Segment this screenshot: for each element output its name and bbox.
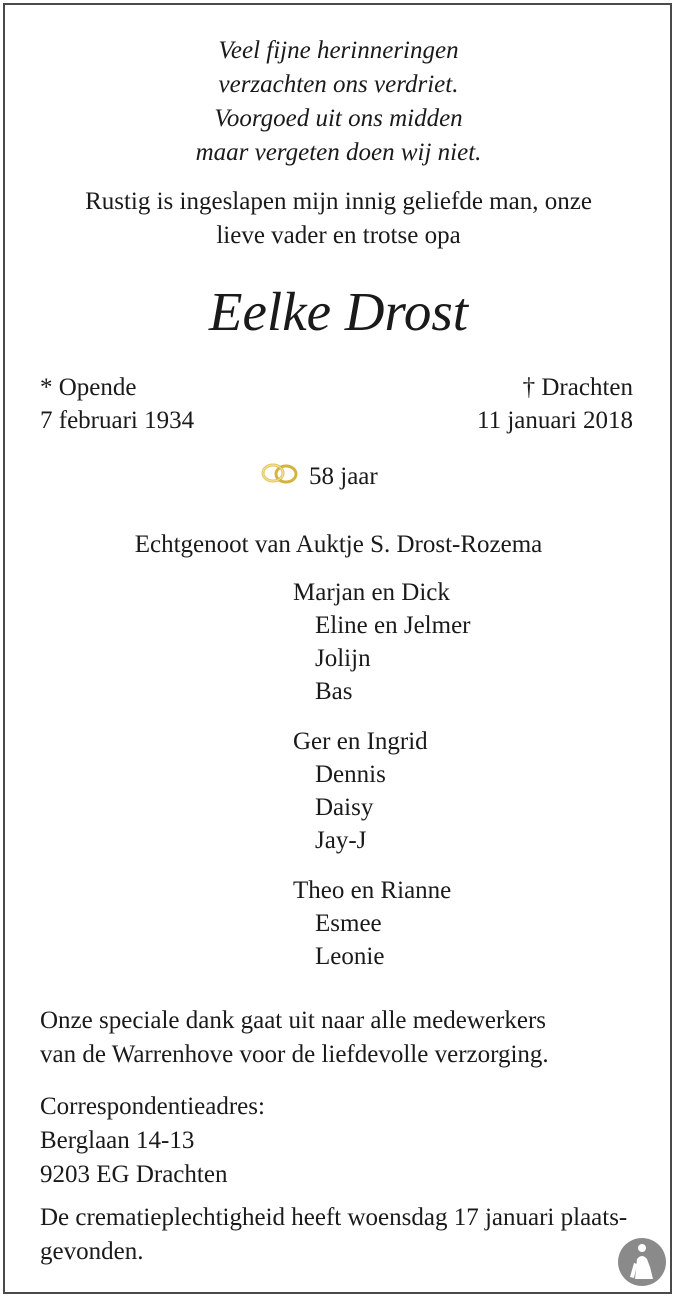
family-child: Daisy (315, 794, 374, 821)
family-list (293, 576, 471, 973)
family-child: Dennis (315, 761, 386, 788)
thanks-line: Onze speciale dank gaat uit naar alle medewerkers (40, 1007, 546, 1034)
wedding-rings-icon (259, 460, 301, 486)
birth-date: 7 februari 1934 (40, 407, 195, 434)
family-child: Jay-J (315, 827, 367, 854)
family-child: Eline en Jelmer (315, 612, 471, 639)
intro-line: Rustig is ingeslapen mijn innig geliefde man, onze (85, 188, 592, 215)
family-child: Bas (315, 678, 353, 705)
spouse-line: Echtgenoot van Auktje S. Drost-Rozema (134, 531, 543, 558)
poem-line: Voorgoed uit ons midden (214, 105, 463, 132)
address-label: Correspondentieadres: (40, 1093, 265, 1120)
poem (0, 34, 677, 170)
death-place: † Drachten (522, 374, 633, 401)
birth-place: * Opende (40, 374, 137, 401)
address-city: 9203 EG Drachten (40, 1161, 228, 1188)
family-child: Leonie (315, 943, 385, 970)
funeral-logo-icon (617, 1237, 667, 1287)
family-child: Jolijn (315, 645, 371, 672)
poem-line: Veel fijne herinneringen (218, 37, 459, 64)
family-child: Esmee (315, 910, 382, 937)
thanks-line: van de Warrenhove voor de liefdevolle verzorging. (40, 1041, 549, 1068)
poem-line: maar vergeten doen wij niet. (195, 139, 482, 166)
marriage-years: 58 jaar (309, 463, 378, 490)
address-street: Berglaan 14-13 (40, 1127, 195, 1154)
intro-line: lieve vader en trotse opa (216, 222, 461, 249)
poem-line: verzachten ons verdriet. (218, 71, 459, 98)
ceremony-line: De crematieplechtigheid heeft woensdag 17 januari plaats- (40, 1204, 628, 1231)
intro-text (0, 185, 677, 253)
family-parents: Marjan en Dick (293, 579, 450, 606)
family-parents: Theo en Rianne (293, 877, 452, 904)
death-date: 11 januari 2018 (477, 407, 633, 434)
family-parents: Ger en Ingrid (293, 728, 428, 755)
ceremony-line: gevonden. (40, 1238, 144, 1265)
deceased-name: Eelke Drost (208, 281, 469, 342)
